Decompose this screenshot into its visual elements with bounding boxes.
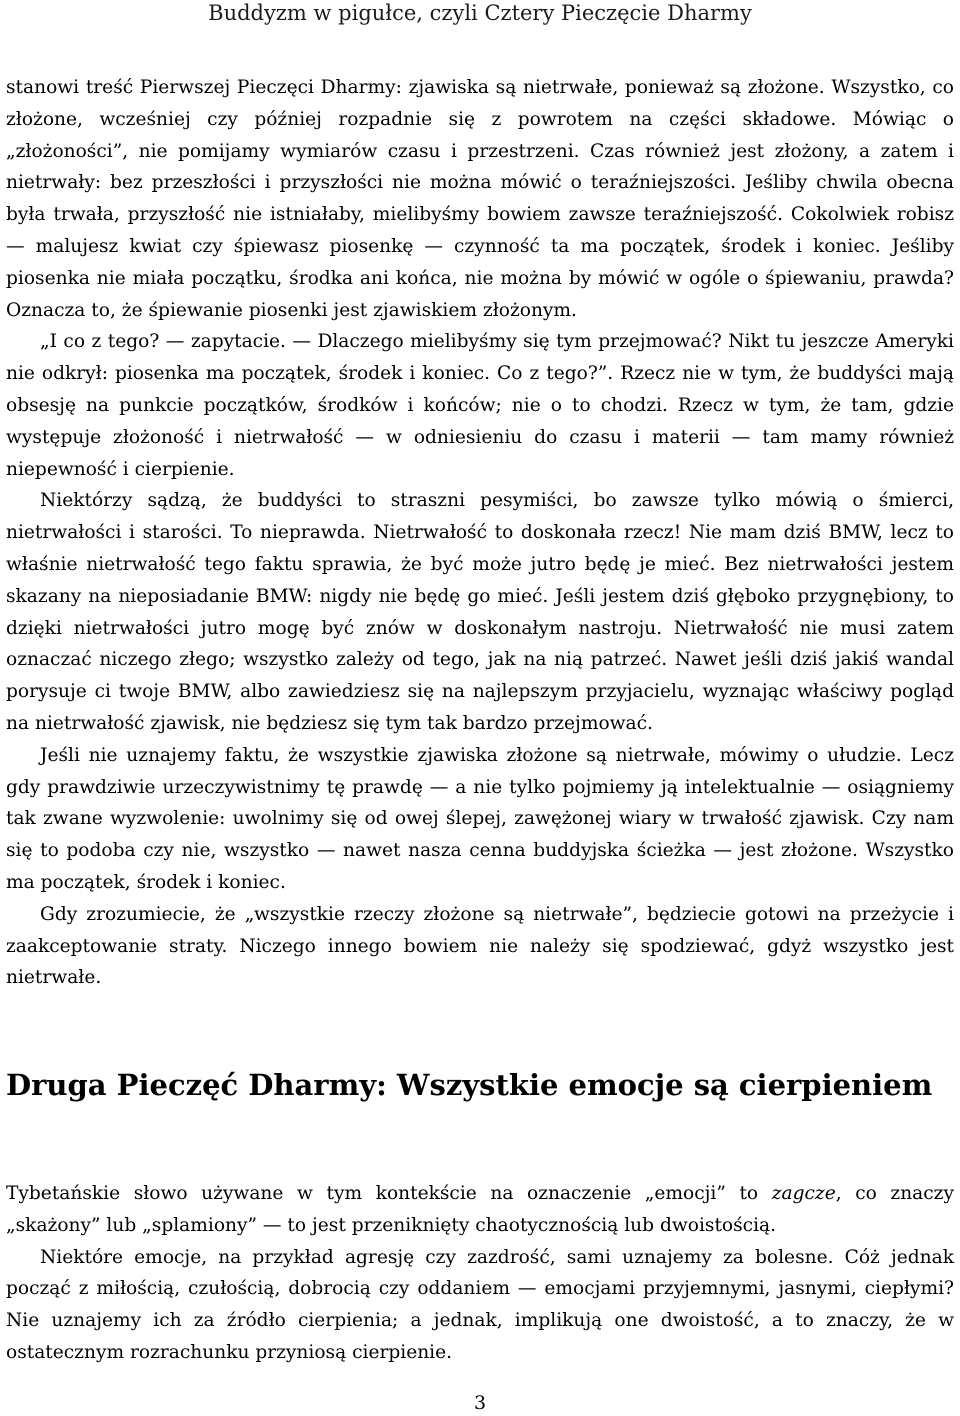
paragraph: Gdy zrozumiecie, że „wszystkie rzeczy złożone są nietrwałe”, będziecie gotowi na przeżycie i zaakceptowanie straty. Niczego innego bowiem nie należy się spodziewać, gdyż wszystko jest nietrwałe. [6, 903, 954, 989]
section-heading: Druga Pieczęć Dharmy: Wszystkie emocje są cierpieniem [6, 1068, 933, 1102]
page-number: 3 [473, 1392, 487, 1414]
paragraph: „I co z tego? — zapytacie. — Dlaczego mielibyśmy się tym przejmować? Nikt tu jeszcze Ameryki nie odkrył: piosenka ma początek, środek i koniec. Co z tego?”. Rzecz nie w tym, że buddyści mają obsesję na punkcie początków, środków i końców; nie o to chodzi. Rzecz w tym, że tam, gdzie występuje złożoność i nietrwałość — w odniesieniu do czasu i materii — tam mamy również niepewność i cierpienie. [6, 331, 954, 480]
paragraph: stanowi treść Pierwszej Pieczęci Dharmy: zjawiska są nietrwałe, ponieważ są złożone. Wszystko, co złożone, wcześniej czy później rozpadnie się z powrotem na części składowe. Mówiąc o „złożoności”, nie pomijamy wymiarów czasu i przestrzeni. Czas również jest złożony, a zatem i nietrwały: bez przeszłości i przyszłości nie można mówić o teraźniejszości. Jeśliby chwila obecna była trwała, przyszłość nie istniałaby, mielibyśmy bowiem zawsze teraźniejszość. Cokolwiek robisz — malujesz kwiat czy śpiewasz piosenkę — czynność ta ma początek, środek i koniec. Jeśliby piosenka nie miała początku, środka ani końca, nie można by mówić w ogóle o śpiewaniu, prawda? Oznacza to, że śpiewanie piosenki jest zjawiskiem złożonym. [6, 77, 954, 321]
tibetan-term: zagcze [771, 1183, 836, 1204]
paragraph [6, 1178, 954, 1242]
section-text [6, 1178, 954, 1369]
paragraph-text: , co znaczy „skażony” lub „splamiony” — to jest przeniknięty chaotycznością lub dwoistością. [6, 1183, 954, 1236]
paragraph: Niektórzy sądzą, że buddyści to straszni pesymiści, bo zawsze tylko mówią o śmierci, nietrwałości i starości. To nieprawda. Nietrwałość to doskonała rzecz! Nie mam dziś BMW, lecz to właśnie nietrwałość tego faktu sprawia, że być może jutro będę je mieć. Bez nietrwałości jestem skazany na nieposiadanie BMW: nigdy nie będę go mieć. Jeśli jestem dziś głęboko przygnębiony, to dzięki nietrwałości jutro mogę być znów w doskonałym nastroju. Nietrwałość nie musi zatem oznaczać niczego złego; wszystko zależy od tego, jak na nią patrzeć. Nawet jeśli dziś jakiś wandal porysuje ci twoje BMW, albo zawiedziesz się na najlepszym przyjacielu, wyznając właściwy pogląd na nietrwałość zjawisk, nie będziesz się tym tak bardzo przejmować. [6, 490, 954, 734]
paragraph: Niektóre emocje, na przykład agresję czy zazdrość, sami uznajemy za bolesne. Cóż jednak począć z miłością, czułością, dobrocią czy oddaniem — emocjami przyjemnymi, jasnymi, ciepłymi? Nie uznajemy ich za źródło cierpienia; a jednak, implikują one dwoistość, a to znaczy, że w ostatecznym rozrachunku przyniosą cierpienie. [6, 1246, 954, 1363]
paragraph: Jeśli nie uznajemy faktu, że wszystkie zjawiska złożone są nietrwałe, mówimy o ułudzie. Lecz gdy prawdziwie urzeczywistnimy tę prawdę — a nie tylko pojmiemy ją intelektualnie — osiągniemy tak zwane wyzwolenie: uwolnimy się od owej ślepej, zawężonej wiary w trwałość zjawisk. Czy nam się to podoba czy nie, wszystko — nawet nasza cenna buddyjska ścieżka — jest złożone. Wszystko ma początek, środek i koniec. [6, 744, 954, 893]
body-text [6, 72, 954, 994]
paragraph-text: Tybetańskie słowo używane w tym kontekście na oznaczenie „emocji” to [6, 1183, 772, 1204]
running-header: Buddyzm w pigułce, czyli Cztery Pieczęcie Dharmy [208, 1, 752, 25]
